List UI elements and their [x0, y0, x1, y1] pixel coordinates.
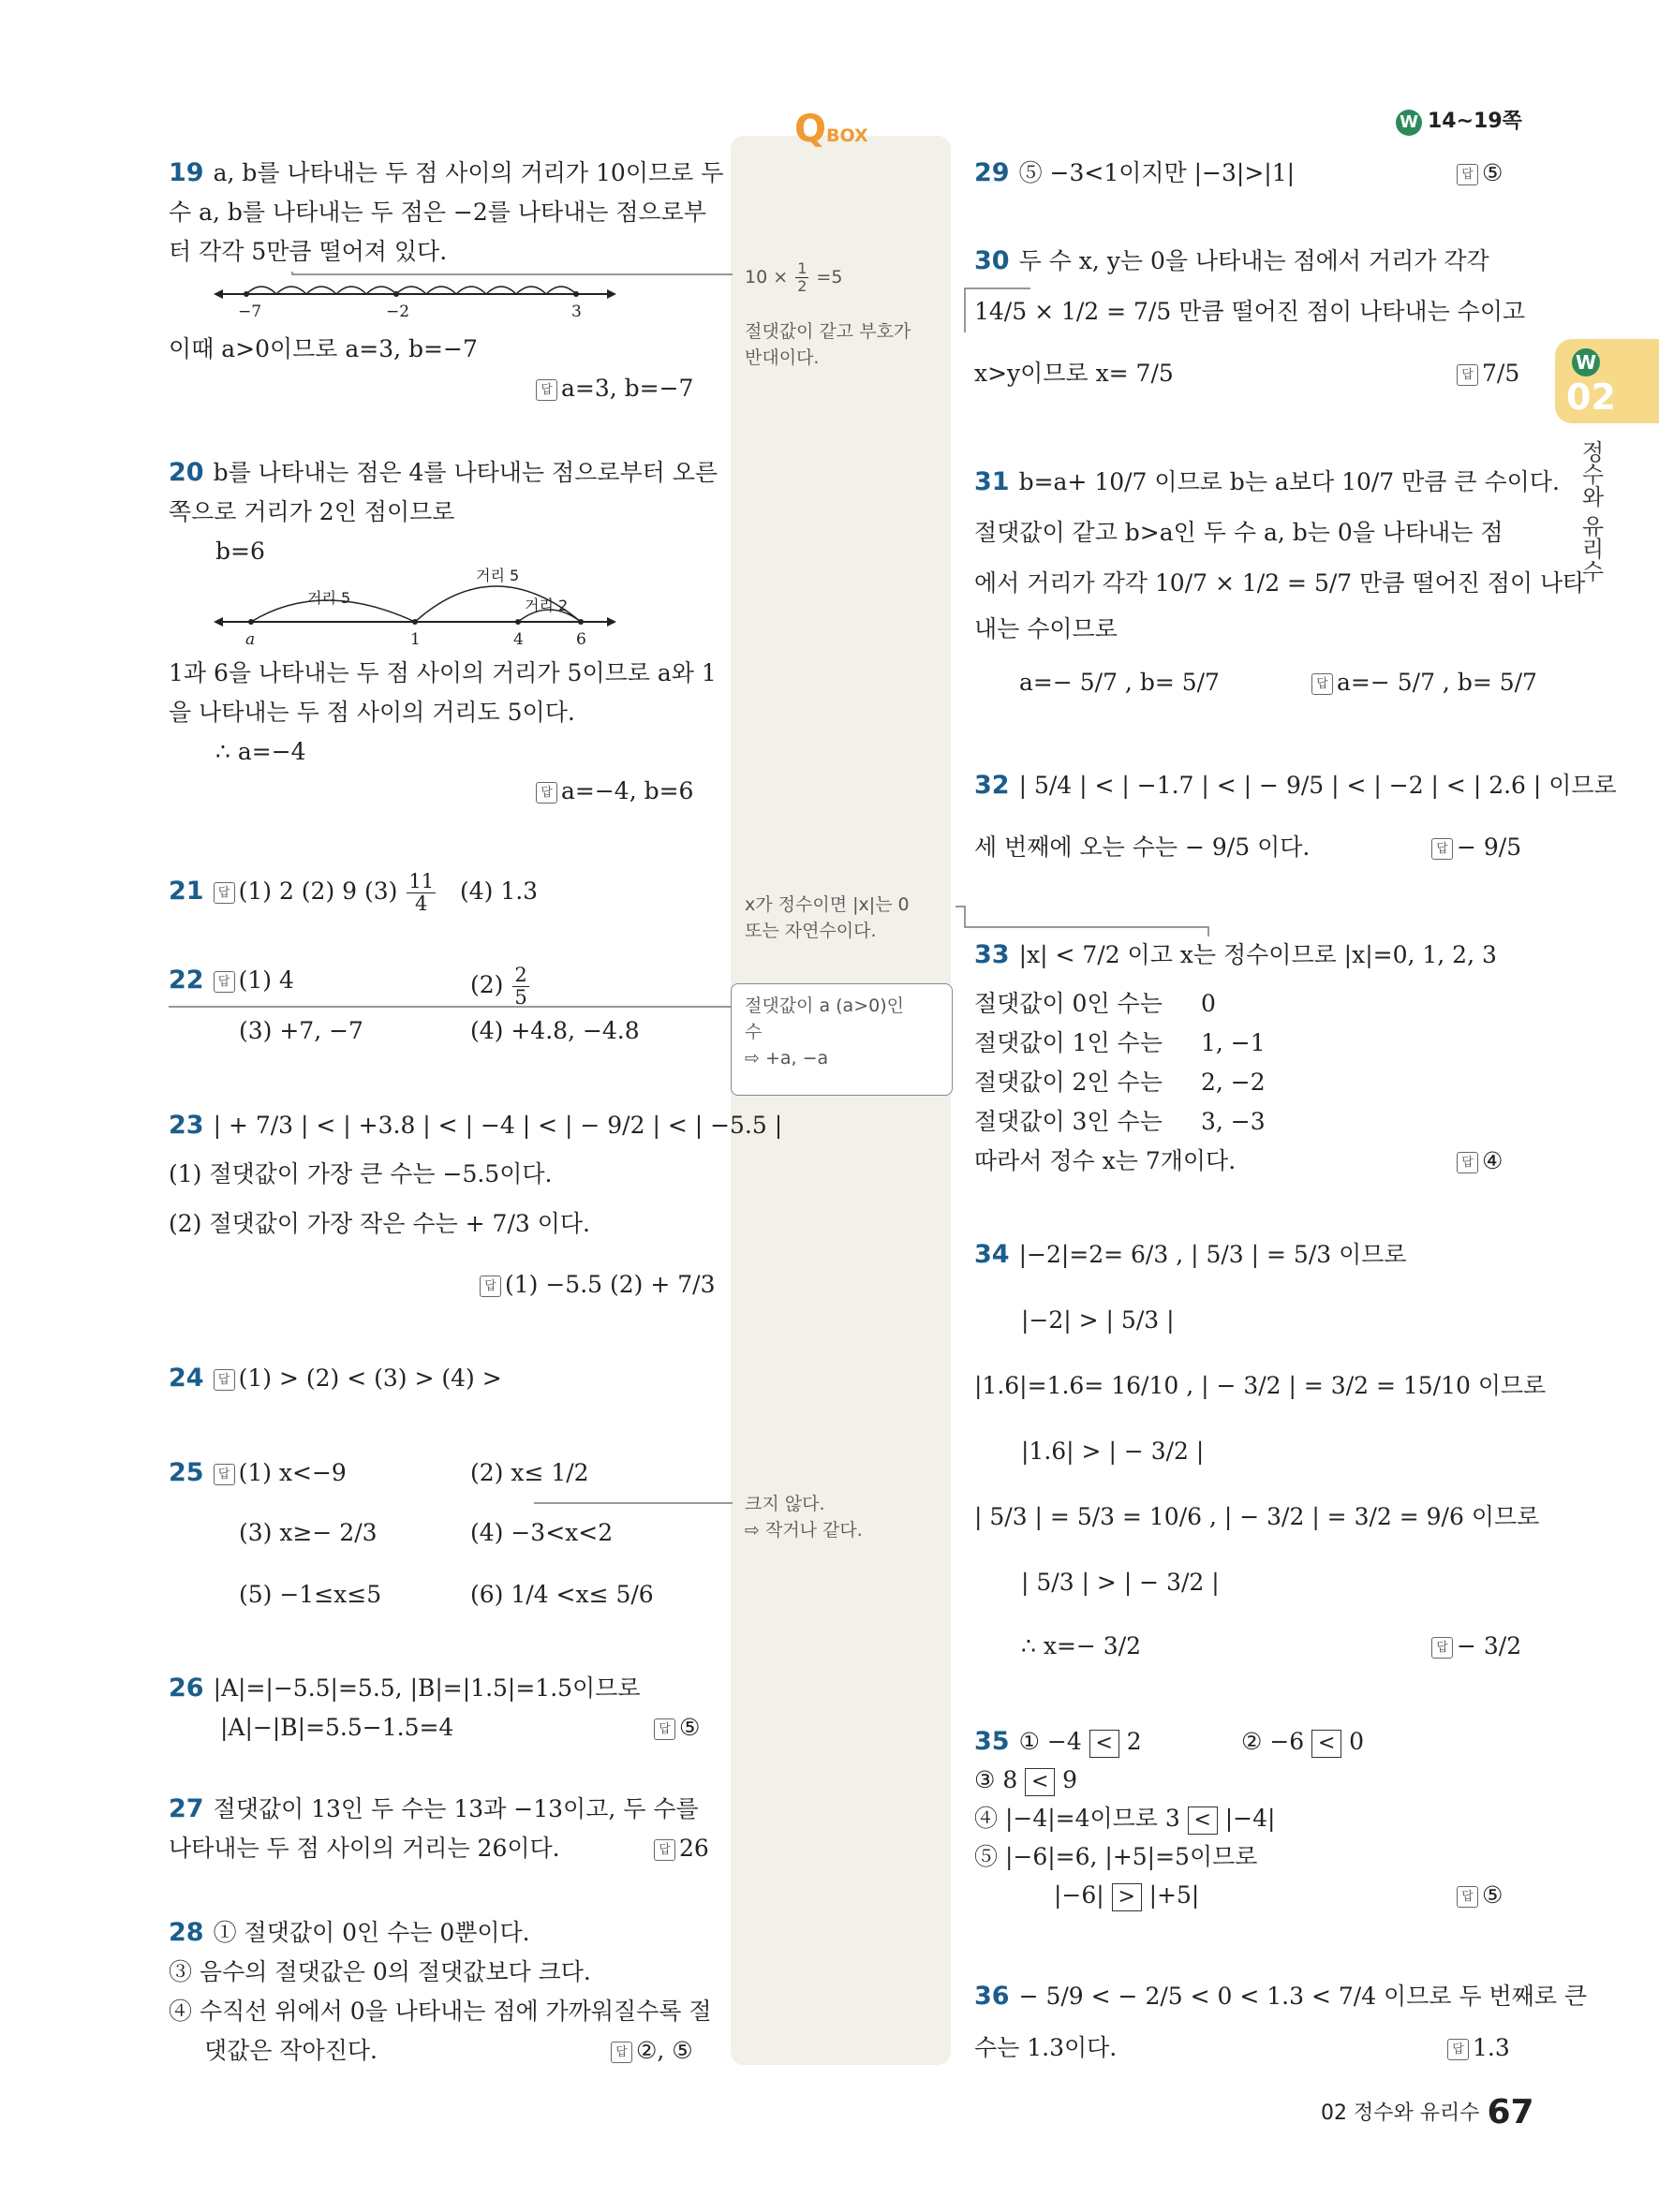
q29-answer [1457, 157, 1503, 189]
q35-answer [1457, 1880, 1503, 1911]
q32-answer [1431, 832, 1521, 863]
tick-label: 4 [513, 630, 524, 649]
q33-row-label: 절댓값이 1인 수는 [974, 1029, 1163, 1056]
q20-line6: ∴ a=−4 [215, 738, 306, 765]
denominator: 4 [415, 892, 428, 915]
page-footer [1321, 2093, 1534, 2131]
arc-label: 거리 5 [476, 567, 520, 584]
answer-text: ④ [1482, 1147, 1503, 1174]
q22-line1 [169, 965, 294, 996]
q28-text: ① 절댓값이 0인 수는 0뿐이다. [213, 1919, 530, 1946]
tick-label: a [245, 630, 256, 649]
tick-label: −7 [238, 302, 262, 321]
answer-icon: 답 [214, 1464, 235, 1485]
question-number: 21 [169, 877, 204, 906]
q22-part4: (4) +4.8, −4.8 [470, 1017, 640, 1044]
q27-line2: 나타내는 두 점 사이의 거리는 26이다. [169, 1835, 560, 1862]
q19-line3: 터 각각 5만큼 떨어져 있다. [169, 238, 448, 265]
q25-part6: (6) 1/4 <x≤ 5/6 [470, 1581, 654, 1608]
chapter-number: 02 [1566, 376, 1616, 418]
q35-part3 [974, 1764, 1077, 1796]
q19-number-line [214, 277, 626, 324]
note-line: 절댓값이 같고 부호가 [745, 321, 911, 342]
q35-text: ③ 8 [974, 1766, 1018, 1793]
q35-part4 [974, 1803, 1275, 1835]
question-number: 31 [974, 467, 1010, 496]
q20-answer [536, 775, 693, 807]
q25-part3: (3) x≥− 2/3 [239, 1519, 378, 1546]
question-number: 36 [974, 1982, 1010, 2011]
q23-line3: (2) 절댓값이 가장 작은 수는 + 7/3 이다. [169, 1210, 590, 1237]
q35-text: |+5| [1148, 1881, 1200, 1909]
q31-line2: 절댓값이 같고 b>a인 두 수 a, b는 0을 나타내는 점 [974, 519, 1503, 546]
q27-line1 [169, 1793, 699, 1825]
q36-line1 [974, 1981, 1587, 2013]
answer-icon: 답 [654, 1839, 675, 1861]
q21-text: (1) 2 (2) 9 (3) [238, 877, 398, 905]
q32-line1 [974, 770, 1617, 802]
q20-line3: b=6 [215, 538, 265, 565]
q34-line7: ∴ x=− 3/2 [1021, 1632, 1142, 1659]
q22-part3: (3) +7, −7 [239, 1017, 363, 1044]
q30-text: 두 수 x, y는 0을 나타내는 점에서 거리가 각각 [1018, 247, 1489, 274]
q22-part2-label: (2) [470, 971, 504, 998]
q27-text: 절댓값이 13인 두 수는 13과 −13이고, 두 수를 [213, 1795, 699, 1822]
answer-text: ⑤ [1482, 159, 1503, 186]
q28-line4: 댓값은 작아진다. [204, 2037, 378, 2064]
comparison-box: < [1311, 1730, 1341, 1758]
answer-icon: 답 [480, 1276, 501, 1297]
q34-text: |−2|=2= 6/3 , | 5/3 | = 5/3 이므로 [1018, 1241, 1407, 1268]
question-number: 23 [169, 1111, 204, 1140]
answer-icon: 답 [1457, 164, 1478, 185]
q24-text: (1) > (2) < (3) > (4) > [238, 1364, 502, 1392]
q34-line5: | 5/3 | = 5/3 = 10/6 , | − 3/2 | = 3/2 = 9/6 이므로 [974, 1503, 1540, 1530]
q31-line3: 에서 거리가 각각 10/7 × 1/2 = 5/7 만큼 떨어진 점이 나타 [974, 569, 1586, 597]
q20-line4: 1과 6을 나타내는 두 점 사이의 거리가 5이므로 a와 1 [169, 659, 717, 686]
q29-text: ⑤ −3<1이지만 |−3|>|1| [1018, 159, 1296, 186]
note-text: =5 [816, 267, 843, 288]
page-number: 67 [1487, 2093, 1534, 2131]
q25-part1: (1) x<−9 [238, 1459, 347, 1486]
q35-text: 9 [1062, 1766, 1078, 1793]
q20-line5: 을 나타내는 두 점 사이의 거리도 5이다. [169, 699, 575, 726]
q35-text: ② −6 [1241, 1728, 1305, 1755]
question-number: 34 [974, 1240, 1010, 1269]
q35-part6 [1054, 1880, 1199, 1911]
q35-text: 2 [1126, 1728, 1142, 1755]
question-number: 29 [974, 158, 1010, 187]
q33-row-label: 절댓값이 3인 수는 [974, 1108, 1163, 1135]
q33-row-value: 0 [1201, 990, 1216, 1017]
q26-answer [654, 1712, 700, 1744]
answer-icon: 답 [1431, 1637, 1453, 1659]
answer-icon: 답 [214, 882, 235, 904]
q25-part4: (4) −3<x<2 [470, 1519, 614, 1546]
note-line: 크지 않다. [745, 1494, 825, 1514]
q33-row-value: 1, −1 [1201, 1029, 1266, 1056]
q31-text: b=a+ 10/7 이므로 b는 a보다 10/7 만큼 큰 수이다. [1018, 468, 1560, 495]
q36-text: − 5/9 < − 2/5 < 0 < 1.3 < 7/4 이므로 두 번째로 큰 [1018, 1983, 1588, 2010]
note-line: 절댓값이 a (a>0)인 [745, 995, 904, 1016]
note-line: 수 [745, 1022, 763, 1042]
answer-text: ②, ⑤ [636, 2037, 693, 2064]
question-number: 28 [169, 1918, 204, 1947]
question-number: 35 [974, 1727, 1010, 1756]
q33-row-value: 3, −3 [1201, 1108, 1266, 1135]
comparison-box: < [1089, 1730, 1119, 1758]
note-line: 반대이다. [745, 347, 820, 368]
arc-label: 거리 5 [307, 589, 351, 607]
q34-answer [1431, 1630, 1521, 1662]
qbox-q-icon: Q [794, 108, 827, 151]
q34-line2: |−2| > | 5/3 | [1021, 1306, 1175, 1334]
q36-answer [1447, 2032, 1510, 2064]
q26-line1 [169, 1673, 641, 1704]
q33-row-value: 2, −2 [1201, 1069, 1266, 1096]
q28-line2: ③ 음수의 절댓값은 0의 절댓값보다 크다. [169, 1958, 591, 1985]
q35-part5: ⑤ |−6|=6, |+5|=5이므로 [974, 1843, 1258, 1870]
q20-number-line [214, 560, 626, 650]
q20-text: b를 나타내는 점은 4를 나타내는 점으로부터 오른 [213, 459, 718, 486]
comparison-box: < [1025, 1768, 1055, 1796]
fraction [407, 871, 436, 915]
q22-part2 [470, 965, 531, 1009]
q35-text: |−4| [1224, 1805, 1276, 1832]
w-badge-icon: W [1572, 348, 1600, 376]
footer-chapter: 02 정수와 유리수 [1321, 2101, 1480, 2125]
q23-line1 [169, 1110, 782, 1142]
q25-line1 [169, 1457, 347, 1489]
q23-answer [480, 1269, 716, 1301]
qbox-label: BOX [826, 125, 868, 146]
q31-line1 [974, 466, 1560, 498]
q29-line1 [974, 157, 1295, 189]
q22-part1: (1) 4 [238, 966, 294, 994]
q36-line2: 수는 1.3이다. [974, 2034, 1118, 2061]
q25-part2: (2) x≤ 1/2 [470, 1459, 589, 1486]
answer-text: a=3, b=−7 [561, 375, 694, 402]
question-number: 30 [974, 246, 1010, 275]
answer-icon: 답 [1457, 364, 1478, 386]
answer-icon: 답 [536, 379, 557, 401]
numerator: 11 [408, 870, 435, 892]
q33-text: |x| < 7/2 이고 x는 정수이므로 |x|=0, 1, 2, 3 [1018, 941, 1497, 968]
q19-answer [536, 373, 693, 405]
answer-text: a=−4, b=6 [561, 777, 694, 804]
q31-line4: 내는 수이므로 [974, 615, 1118, 642]
question-number: 25 [169, 1458, 204, 1487]
w-badge-icon: W [1396, 110, 1422, 136]
answer-text: − 9/5 [1457, 833, 1522, 861]
answer-text: 7/5 [1482, 360, 1520, 387]
q34-line1 [974, 1239, 1407, 1271]
answer-text: 1.3 [1473, 2034, 1510, 2061]
q28-answer [611, 2035, 693, 2067]
q20-line1 [169, 457, 718, 489]
q30-answer [1457, 358, 1519, 390]
tick-label: −2 [386, 302, 410, 321]
q19-line2: 수 a, b를 나타내는 두 점은 −2를 나타내는 점으로부 [169, 199, 706, 226]
q35-part2 [1241, 1726, 1364, 1758]
note-line: ⇨ 작거나 같다. [745, 1520, 863, 1541]
q33-line1 [974, 939, 1497, 971]
q35-text: ① −4 [1018, 1728, 1082, 1755]
q33-line6: 따라서 정수 x는 7개이다. [974, 1147, 1237, 1174]
answer-icon: 답 [1457, 1152, 1478, 1173]
q33-answer [1457, 1145, 1503, 1177]
answer-icon: 답 [1447, 2039, 1469, 2060]
q35-text: 0 [1349, 1728, 1365, 1755]
answer-icon: 답 [214, 971, 235, 993]
answer-icon: 답 [1457, 1886, 1478, 1908]
answer-icon: 답 [1311, 673, 1333, 695]
tick-label: 6 [576, 630, 586, 649]
answer-icon: 답 [214, 1369, 235, 1391]
tick-label: 1 [410, 630, 421, 649]
answer-icon: 답 [1431, 838, 1453, 860]
note-line: ⇨ +a, −a [745, 1048, 829, 1069]
chapter-title: 정수와 유리수 [1578, 440, 1604, 582]
note-line: x가 정수이면 |x|는 0 [745, 894, 910, 915]
question-number: 32 [974, 771, 1010, 800]
q23-line2: (1) 절댓값이 가장 큰 수는 −5.5이다. [169, 1160, 553, 1187]
q35-line1 [974, 1726, 1142, 1758]
fraction: $\frac{1}{2}$ [797, 259, 807, 295]
question-number: 19 [169, 158, 204, 187]
q35-text: ④ |−4|=4이므로 3 [974, 1805, 1180, 1832]
answer-icon: 답 [654, 1718, 675, 1740]
answer-text: (1) −5.5 (2) + 7/3 [505, 1271, 716, 1298]
q19-line4: 이때 a>0이므로 a=3, b=−7 [169, 335, 478, 362]
q30-line1 [974, 245, 1489, 277]
q31-answer [1311, 667, 1537, 699]
q19-line1 [169, 157, 723, 189]
q32-text: | 5/4 | < | −1.7 | < | − 9/5 | < | −2 | < | 2.6 | 이므로 [1018, 772, 1617, 799]
comparison-box: < [1188, 1806, 1218, 1835]
question-number: 24 [169, 1364, 204, 1393]
q34-line6: | 5/3 | > | − 3/2 | [1021, 1569, 1220, 1596]
comparison-box: > [1112, 1883, 1142, 1911]
q31-line5: a=− 5/7 , b= 5/7 [1019, 669, 1220, 696]
q28-line3: ④ 수직선 위에서 0을 나타내는 점에 가까워질수록 절 [169, 1998, 712, 2025]
tick-label: 3 [571, 302, 582, 321]
question-number: 22 [169, 966, 204, 995]
question-number: 27 [169, 1794, 204, 1823]
note-line: 또는 자연수이다. [745, 921, 877, 941]
answer-text: 26 [679, 1835, 709, 1862]
q20-line2: 쪽으로 거리가 2인 점이므로 [169, 498, 455, 525]
answer-text: − 3/2 [1457, 1632, 1522, 1659]
q21-text: (4) 1.3 [459, 877, 539, 905]
q26-line2: |A|−|B|=5.5−1.5=4 [220, 1714, 454, 1741]
q26-text: |A|=|−5.5|=5.5, |B|=|1.5|=1.5이므로 [213, 1674, 641, 1702]
answer-text: ⑤ [1482, 1881, 1503, 1909]
answer-icon: 답 [611, 2042, 632, 2063]
q35-text: |−6| [1054, 1881, 1104, 1909]
q24-line1 [169, 1363, 502, 1394]
note-text: 10 × [745, 267, 789, 288]
q33-row-label: 절댓값이 2인 수는 [974, 1069, 1163, 1096]
q34-line4: |1.6| > | − 3/2 | [1021, 1438, 1205, 1465]
fraction [512, 965, 528, 1009]
answer-text: ⑤ [679, 1714, 701, 1741]
q28-line1 [169, 1917, 530, 1949]
q19-text: a, b를 나타내는 두 점 사이의 거리가 10이므로 두 [213, 159, 724, 186]
q21-line1 [169, 871, 538, 915]
question-number: 33 [974, 940, 1010, 969]
denominator: 5 [514, 986, 527, 1009]
q23-text: | + 7/3 | < | +3.8 | < | −4 | < | − 9/2 | < | −5.5 | [213, 1112, 783, 1139]
question-number: 26 [169, 1674, 204, 1703]
reference-pages: 14~19쪽 [1428, 110, 1522, 133]
q30-line3: x>y이므로 x= 7/5 [974, 360, 1174, 387]
numerator: 2 [514, 964, 527, 986]
question-number: 20 [169, 458, 204, 487]
answer-text: a=− 5/7 , b= 5/7 [1337, 669, 1537, 696]
answer-icon: 답 [536, 782, 557, 804]
q34-line3: |1.6|=1.6= 16/10 , | − 3/2 | = 3/2 = 15/10 이므로 [974, 1372, 1547, 1399]
q33-row-label: 절댓값이 0인 수는 [974, 990, 1163, 1017]
q25-part5: (5) −1≤x≤5 [239, 1581, 382, 1608]
q32-line2: 세 번째에 오는 수는 − 9/5 이다. [974, 833, 1311, 861]
q27-answer [654, 1833, 709, 1865]
q30-line2: 14/5 × 1/2 = 7/5 만큼 떨어진 점이 나타내는 수이고 [974, 298, 1526, 325]
arc-label: 거리 2 [525, 597, 569, 614]
